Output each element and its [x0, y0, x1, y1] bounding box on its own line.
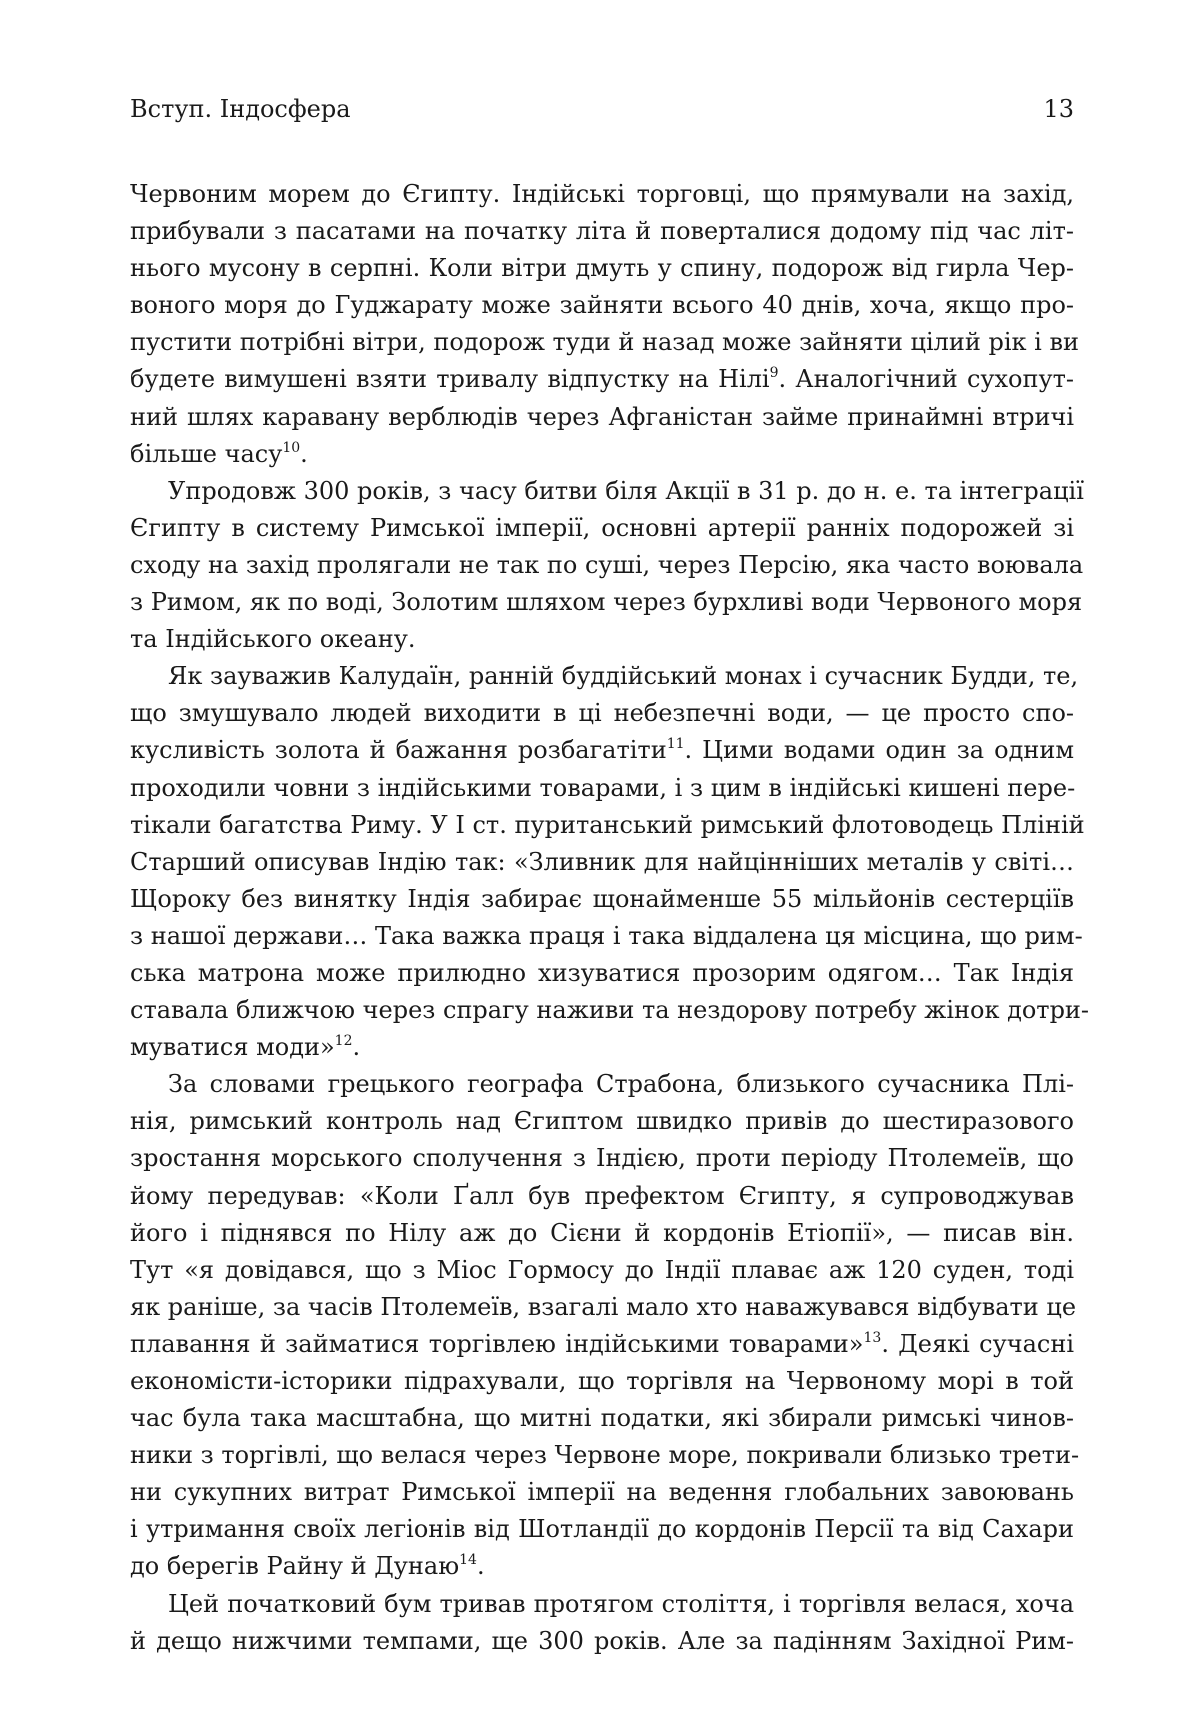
text-line: [130, 584, 1083, 621]
text-line: [130, 844, 1074, 881]
text-line: [130, 1029, 1074, 1066]
line-text: нія, римський контроль над Єгиптом швидко привів до шестиразового: [130, 1107, 1074, 1136]
line-text: тікали багатства Риму. У І ст. пуританський римський флотоводець Пліній: [130, 810, 1085, 839]
line-text: Тут «я довідався, що з Міос Гормосу до Індії плаває аж 120 суден, тоді: [130, 1255, 1074, 1284]
text-line: [130, 324, 1079, 361]
text-line: [130, 176, 1074, 213]
text-line: [130, 250, 1074, 287]
text-line: [130, 658, 1079, 695]
text-line: [130, 1066, 1074, 1103]
line-text: ська матрона може прилюдно хизуватися прозорим одягом… Так Індія: [130, 958, 1074, 987]
line-text: муватися моди»: [130, 1033, 335, 1062]
line-text: нього мусону в серпні. Коли вітри дмуть у спину, подорож від гирла Чер-: [130, 254, 1074, 283]
text-line: [130, 955, 1074, 992]
line-text-continuation: . Аналогічний сухопут-: [778, 365, 1074, 394]
footnote-marker[interactable]: 9: [769, 365, 779, 382]
line-text: плавання й займатися торгівлею індійськими товарами»: [130, 1329, 864, 1358]
text-line: [130, 1474, 1074, 1511]
text-line: [130, 1178, 1074, 1215]
line-text: час була така масштабна, що митні податки, які збирали римські чинов-: [130, 1404, 1074, 1433]
line-text: Упродовж 300 років, з часу битви біля Акції в 31 р. до н. е. та інтеграції: [168, 476, 1084, 505]
chapter-title: Вступ. Індосфера: [130, 95, 351, 123]
text-line: [130, 732, 1074, 769]
text-line: [130, 695, 1074, 732]
line-text: проходили човни з індійськими товарами, і з цим в індійські кишені пере-: [130, 773, 1076, 802]
page-number: 13: [1043, 95, 1074, 123]
text-line: [130, 1400, 1074, 1437]
footnote-marker[interactable]: 10: [282, 439, 301, 456]
text-line: [130, 770, 1074, 807]
body-text: [130, 176, 1090, 1660]
line-text: як раніше, за часів Птолемеїв, взагалі мало хто наважувався відбувати це: [130, 1292, 1077, 1321]
text-line: [130, 807, 1085, 844]
footnote-marker[interactable]: 11: [666, 736, 685, 753]
line-text-continuation: .: [476, 1552, 485, 1581]
line-text: більше часу: [130, 439, 283, 468]
text-line: [130, 1252, 1074, 1289]
text-line: [130, 399, 1074, 436]
running-header: [130, 92, 1074, 126]
text-line: [130, 1586, 1074, 1623]
line-text: та Індійського океану.: [130, 625, 416, 654]
line-text: з нашої держави… Така важка праця і така віддалена ця місцина, що рим-: [130, 921, 1083, 950]
line-text: що змушувало людей виходити в ці небезпечні води, — це просто спо-: [130, 699, 1074, 728]
line-text: сходу на захід пролягали не так по суші, через Персію, яка часто воювала: [130, 550, 1084, 579]
line-text: економісти-історики підрахували, що торгівля на Червоному морі в той: [130, 1367, 1074, 1395]
text-line: [130, 1326, 1074, 1363]
text-line: [130, 1623, 1074, 1660]
line-text: Як зауважив Калудаїн, ранній буддійський монах і сучасник Будди, те,: [168, 662, 1079, 691]
text-line: [130, 361, 1074, 398]
line-text: зростання морського сполучення з Індією, проти періоду Птолемеїв, що: [130, 1144, 1074, 1173]
line-text: кусливість золота й бажання розбагатіти: [130, 736, 667, 765]
paragraph: [130, 473, 1084, 658]
footnote-marker[interactable]: 12: [334, 1033, 353, 1050]
footnote-marker[interactable]: 13: [863, 1329, 882, 1346]
paragraph: [130, 1066, 1080, 1585]
text-line: [130, 992, 1090, 1029]
text-line: [130, 1548, 1074, 1585]
text-line: [130, 621, 1074, 658]
text-line: [130, 1437, 1080, 1474]
line-text-continuation: .: [352, 1033, 361, 1062]
line-text: Червоним морем до Єгипту. Індійські торговці, що прямували на захід,: [130, 180, 1074, 208]
paragraph: [130, 658, 1090, 1066]
text-line: [130, 1215, 1074, 1252]
line-text-continuation: . Цими водами один за одним: [684, 736, 1075, 765]
line-text: з Римом, як по воді, Золотим шляхом через бурхливі води Червоного моря: [130, 588, 1083, 617]
text-line: [130, 436, 1074, 473]
line-text: ни сукупних витрат Римської імперії на ведення глобальних завоювань: [130, 1478, 1074, 1507]
text-line: [130, 1140, 1074, 1177]
line-text: будете вимушені взяти тривалу відпустку на Нілі: [130, 365, 770, 394]
paragraph: [130, 1586, 1074, 1660]
line-text: воного моря до Гуджарату може зайняти всього 40 днів, хоча, якщо про-: [130, 291, 1074, 320]
line-text: і утримання своїх легіонів від Шотландії до кордонів Персії та від Сахари: [130, 1515, 1074, 1544]
text-line: [130, 510, 1074, 547]
text-line: [130, 473, 1084, 510]
text-line: [130, 1289, 1077, 1326]
line-text-continuation: . Деякі сучасні: [881, 1329, 1075, 1358]
line-text: ники з торгівлі, що велася через Червоне море, покривали близько трети-: [130, 1441, 1080, 1470]
text-line: [130, 1363, 1074, 1400]
text-line: [130, 213, 1074, 250]
line-text: За словами грецького географа Страбона, близького сучасника Плі-: [168, 1070, 1074, 1099]
text-line: [130, 881, 1074, 918]
line-text: Єгипту в систему Римської імперії, основні артерії ранніх подорожей зі: [130, 513, 1074, 542]
footnote-marker[interactable]: 14: [459, 1552, 477, 1569]
line-text: йому передував: «Коли Ґалл був префектом Єгипту, я супроводжував: [130, 1181, 1074, 1210]
line-text: його і піднявся по Нілу аж до Сієни й кордонів Етіопії», — писав він.: [130, 1218, 1074, 1247]
line-text: прибували з пасатами на початку літа й поверталися додому під час літ-: [130, 217, 1074, 246]
line-text: ний шлях каравану верблюдів через Афганістан займе принаймні втричі: [130, 402, 1074, 431]
text-line: [130, 918, 1083, 955]
paragraph: [130, 176, 1079, 473]
line-text: Старший описував Індію так: «Зливник для найцінніших металів у світі…: [130, 847, 1074, 876]
line-text: до берегів Райну й Дунаю: [130, 1552, 460, 1581]
text-line: [130, 547, 1084, 584]
line-text: й дещо нижчими темпами, ще 300 років. Але за падінням Західної Рим-: [130, 1626, 1074, 1655]
text-line: [130, 1511, 1074, 1548]
line-text: Щороку без винятку Індія забирає щонайменше 55 мільйонів сестерціїв: [130, 884, 1074, 913]
line-text: Цей початковий бум тривав протягом століття, і торгівля велася, хоча: [168, 1589, 1074, 1618]
text-line: [130, 287, 1074, 324]
text-line: [130, 1103, 1074, 1140]
line-text: ставала ближчою через спрагу наживи та нездорову потребу жінок дотри-: [130, 996, 1090, 1025]
line-text: пустити потрібні вітри, подорож туди й назад може зайняти цілий рік і ви: [130, 328, 1079, 357]
line-text-continuation: .: [300, 439, 308, 468]
